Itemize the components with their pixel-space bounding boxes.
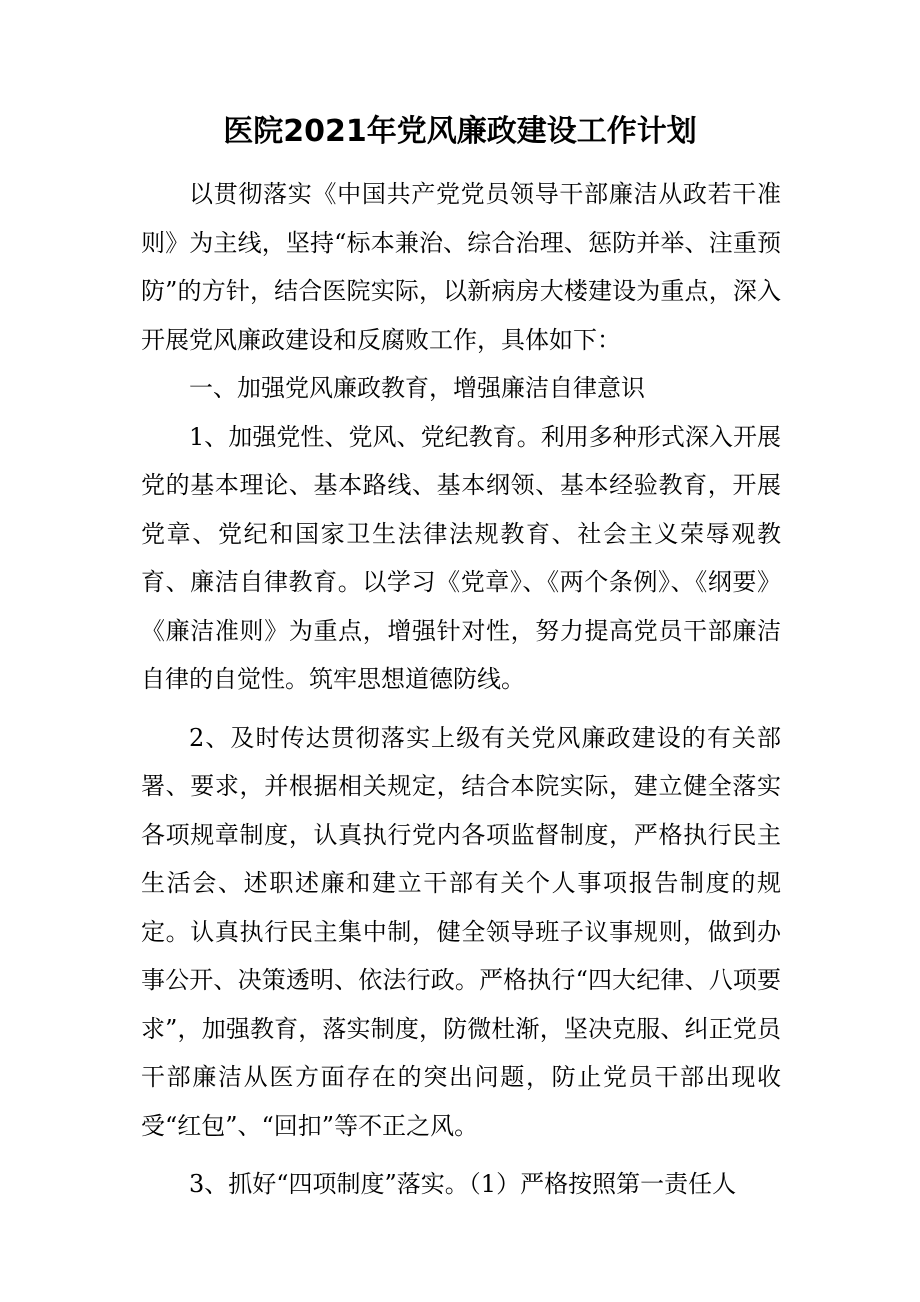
paragraph-item-3: 3、抓好“四项制度”落实。（1）严格按照第一责任人 bbox=[189, 1170, 737, 1198]
paragraph-intro: 以贯彻落实《中国共产党党员领导干部廉洁从政若干准则》为主线，坚持“标本兼治、综合治理、惩防并举、注重预防”的方针，结合医院实际，以新病房大楼建设为重点，深入开展党风廉政建设和反腐败工作，具体如下： bbox=[141, 180, 781, 354]
document-title: 医院2021年党风廉政建设工作计划 bbox=[223, 114, 697, 149]
document-body bbox=[141, 170, 781, 1209]
paragraph-item-1: 1、加强党性、党风、党纪教育。利用多种形式深入开展党的基本理论、基本路线、基本纲领、基本经验教育，开展党章、党纪和国家卫生法律法规教育、社会主义荣辱观教育、廉洁自律教育。以学习《党章》、《两个条例》、《纲要》《廉洁准则》为重点，增强针对性，努力提高党员干部廉洁自律的自觉性。筑牢思想道德防线。 bbox=[141, 422, 781, 693]
paragraph-item-2: 2、及时传达贯彻落实上级有关党风廉政建设的有关部署、要求，并根据相关规定，结合本院实际，建立健全落实各项规章制度，认真执行党内各项监督制度，严格执行民主生活会、述职述廉和建立干部有关个人事项报告制度的规定。认真执行民主集中制，健全领导班子议事规则，做到办事公开、决策透明、依法行政。严格执行“四大纪律、八项要求”，加强教育，落实制度，防微杜渐，坚决克服、纠正党员干部廉洁从医方面存在的突出问题，防止党员干部出现收受“红包”、“回扣”等不正之风。 bbox=[141, 723, 781, 1140]
section-heading-1: 一、加强党风廉政教育，增强廉洁自律意识 bbox=[189, 374, 645, 402]
